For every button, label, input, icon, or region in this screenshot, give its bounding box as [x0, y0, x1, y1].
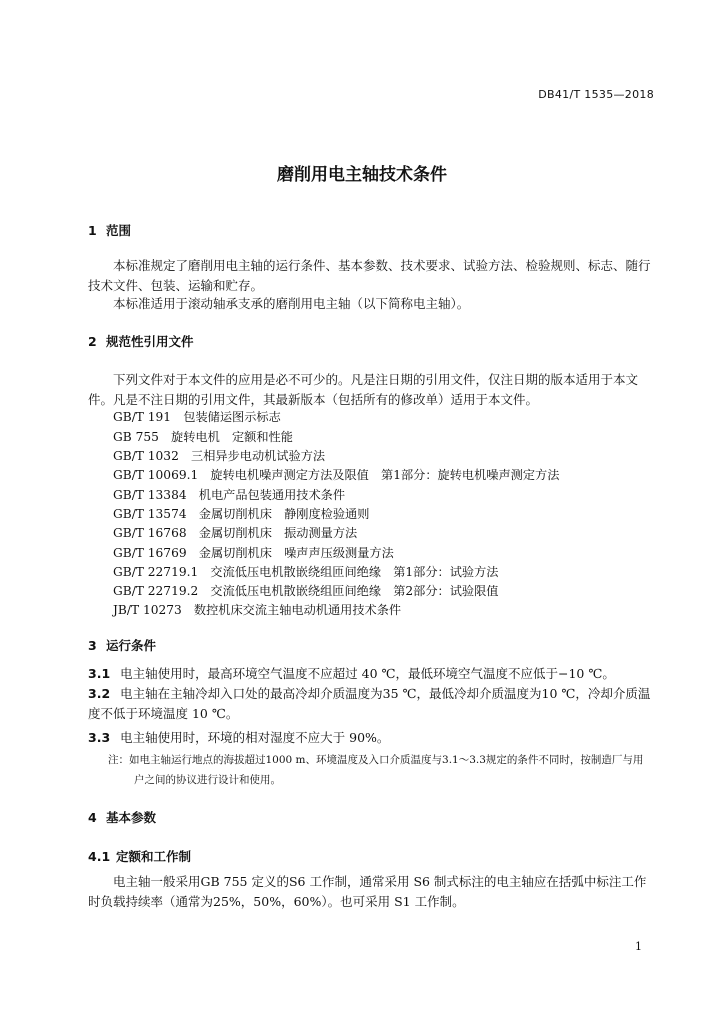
clause-text: 电主轴在主轴冷却入口处的最高冷却介质温度为35 ℃，最低冷却介质温度为10 ℃，冷却介质温度不低于环境温度 10 ℃。 [88, 686, 651, 721]
clause-3-2 [88, 684, 658, 724]
reference-item: GB/T 16769 金属切削机床 噪声声压级测量方法 [113, 546, 394, 560]
document-title: 磨削用电主轴技术条件 [277, 165, 447, 185]
reference-item: GB/T 191 包装储运图示标志 [113, 410, 281, 424]
section-2-heading [88, 332, 194, 350]
reference-item: GB 755 旋转电机 定额和性能 [113, 430, 293, 444]
section-number: 2 [88, 334, 97, 349]
page-number: 1 [635, 940, 642, 953]
clause-text: 电主轴使用时，最高环境空气温度不应超过 40 ℃，最低环境空气温度不应低于−10 ℃。 [120, 666, 615, 681]
note-line-2: 户之间的协议进行设计和使用。 [134, 774, 281, 786]
reference-item: GB/T 22719.2 交流低压电机散嵌绕组匝间绝缘 第2部分：试验限值 [113, 584, 499, 598]
section-title: 范围 [106, 223, 132, 238]
subsection-4-1-heading [88, 847, 191, 865]
section-number: 1 [88, 223, 97, 238]
clause-3-3 [88, 728, 658, 748]
reference-item: GB/T 13384 机电产品包装通用技术条件 [113, 488, 346, 502]
section-1-paragraph-2: 本标准适用于滚动轴承支承的磨削用电主轴（以下简称电主轴）。 [113, 296, 470, 311]
clause-number: 3.1 [88, 666, 111, 681]
clause-text: 电主轴使用时，环境的相对湿度不应大于 90%。 [120, 730, 390, 745]
clause-3-1 [88, 664, 658, 684]
reference-item: JB/T 10273 数控机床交流主轴电动机通用技术条件 [113, 603, 402, 617]
reference-item: GB/T 10069.1 旋转电机噪声测定方法及限值 第1部分：旋转电机噪声测定方法 [113, 468, 560, 482]
section-number: 4 [88, 810, 97, 825]
section-title: 基本参数 [106, 810, 157, 825]
section-1-heading [88, 221, 131, 239]
subsection-title: 定额和工作制 [116, 849, 192, 864]
note-line-1: 注：如电主轴运行地点的海拔超过1000 m、环境温度及入口介质温度与3.1～3.3规定的条件不同时，按制造厂与用 [108, 754, 644, 766]
clause-number: 3.3 [88, 730, 111, 745]
section-number: 3 [88, 638, 97, 653]
section-3-heading [88, 636, 156, 654]
section-2-paragraph-1: 下列文件对于本文件的应用是必不可少的。凡是注日期的引用文件，仅注日期的版本适用于本文件。凡是不注日期的引用文件，其最新版本（包括所有的修改单）适用于本文件。 [88, 372, 639, 407]
subsection-number: 4.1 [88, 849, 111, 864]
section-title: 规范性引用文件 [106, 334, 194, 349]
section-1-paragraph-1: 本标准规定了磨削用电主轴的运行条件、基本参数、技术要求、试验方法、检验规则、标志、随行技术文件、包装、运输和贮存。 [88, 258, 651, 293]
standard-code: DB41/T 1535—2018 [538, 88, 654, 101]
reference-item: GB/T 16768 金属切削机床 振动测量方法 [113, 526, 358, 540]
reference-item: GB/T 13574 金属切削机床 静刚度检验通则 [113, 507, 370, 521]
section-title: 运行条件 [106, 638, 157, 653]
reference-item: GB/T 22719.1 交流低压电机散嵌绕组匝间绝缘 第1部分：试验方法 [113, 565, 499, 579]
section-4-heading [88, 808, 156, 826]
reference-item: GB/T 1032 三相异步电动机试验方法 [113, 449, 326, 463]
clause-number: 3.2 [88, 686, 111, 701]
section-4-paragraph-1: 电主轴一般采用GB 755 定义的S6 工作制，通常采用 S6 制式标注的电主轴应在括弧中标注工作时负载持续率（通常为25%，50%，60%）。也可采用 S1 工作制。 [88, 874, 647, 909]
